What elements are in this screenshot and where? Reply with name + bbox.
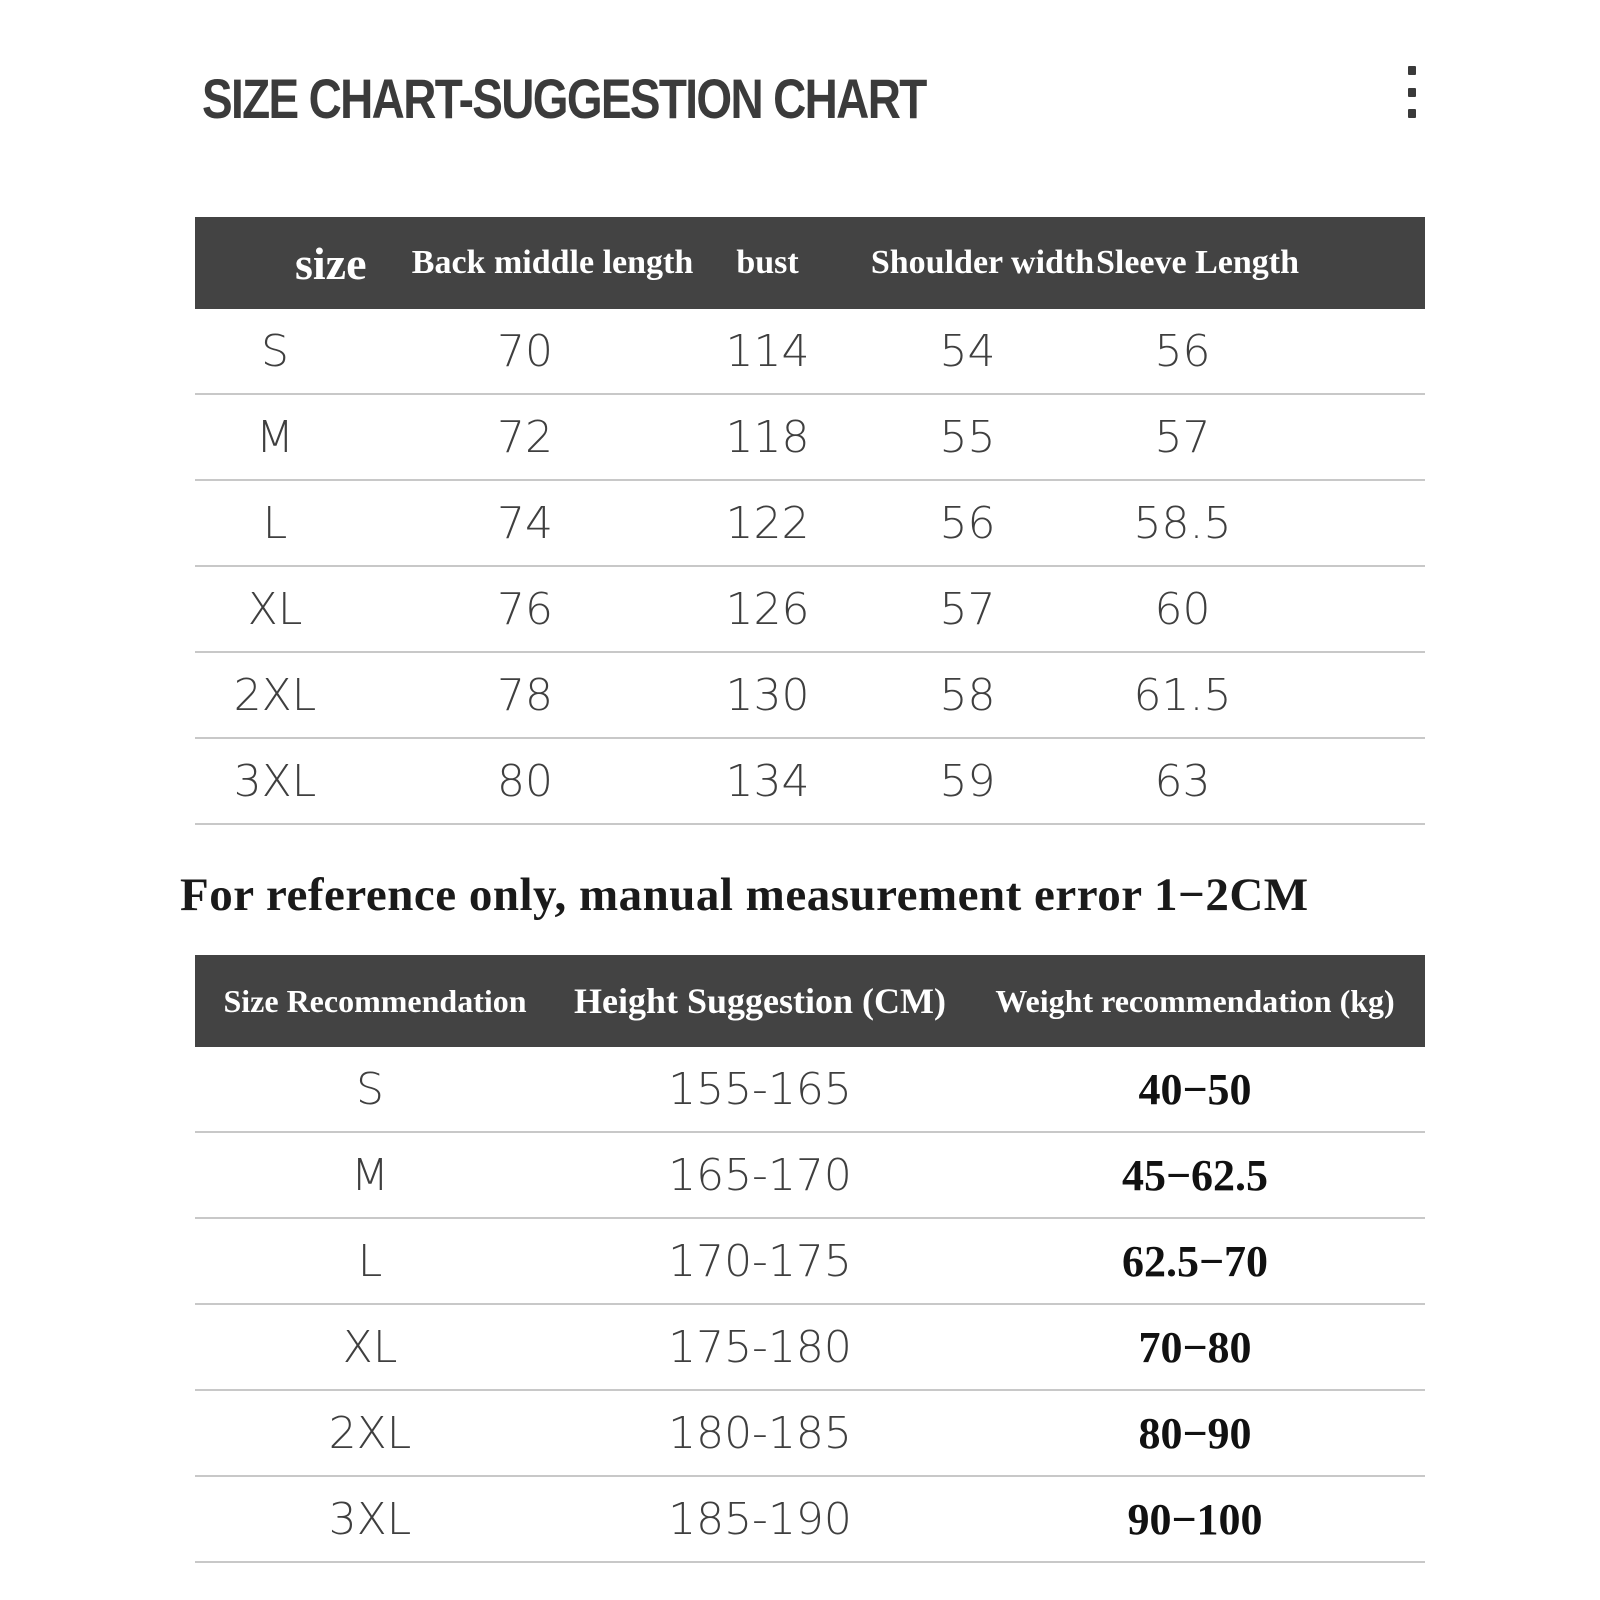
column-header-size-recommendation: Size Recommendation (223, 982, 527, 1019)
weight-recommendation-cell: 40−50 (1138, 1064, 1252, 1114)
shoulder-width-cell: 59 (939, 755, 996, 807)
recommendation-header (195, 955, 1425, 1047)
size-cell: 3XL (328, 1493, 412, 1545)
shoulder-width-cell: 55 (939, 411, 996, 463)
height-suggestion-cell: 165-170 (668, 1149, 852, 1201)
size-chart-body (195, 309, 1425, 825)
back-middle-length-cell: 80 (497, 755, 553, 807)
height-suggestion-cell: 180-185 (668, 1407, 852, 1459)
bust-cell: 114 (725, 325, 810, 377)
table-row (195, 1047, 1425, 1133)
column-header-bust: bust (736, 244, 799, 281)
height-suggestion-cell: 175-180 (668, 1321, 852, 1373)
recommendation-body (195, 1047, 1425, 1563)
column-header-size: size (295, 237, 367, 289)
size-cell: 2XL (328, 1407, 412, 1459)
size-cell: L (357, 1235, 383, 1287)
table-row (195, 1477, 1425, 1563)
back-middle-length-cell: 76 (497, 583, 553, 635)
weight-recommendation-cell: 70−80 (1138, 1322, 1252, 1372)
size-cell: M (256, 411, 294, 463)
weight-recommendation-cell: 62.5−70 (1121, 1236, 1269, 1286)
sleeve-length-cell: 61.5 (1133, 669, 1232, 721)
bust-cell: 130 (725, 669, 810, 721)
size-chart-header (195, 217, 1425, 309)
size-cell: M (351, 1149, 389, 1201)
column-header-height-suggestion: Height Suggestion (CM) (574, 981, 946, 1021)
size-cell: XL (247, 583, 303, 635)
menu-dot (1408, 66, 1416, 75)
table-row (195, 481, 1425, 567)
table-row (195, 1305, 1425, 1391)
bust-cell: 118 (725, 411, 810, 463)
sleeve-length-cell: 58.5 (1133, 497, 1232, 549)
weight-recommendation-cell: 80−90 (1138, 1408, 1252, 1458)
shoulder-width-cell: 58 (939, 669, 996, 721)
table-row (195, 653, 1425, 739)
column-header-shoulder-width: Shoulder width (870, 244, 1095, 281)
back-middle-length-cell: 74 (497, 497, 553, 549)
size-cell: S (261, 325, 289, 377)
bust-cell: 134 (725, 755, 810, 807)
column-header-back-middle-length: Back middle length (411, 244, 694, 281)
size-cell: 2XL (233, 669, 317, 721)
menu-dot (1408, 88, 1416, 97)
height-suggestion-cell: 170-175 (668, 1235, 852, 1287)
size-chart-table (195, 217, 1425, 825)
back-middle-length-cell: 72 (497, 411, 553, 463)
table-row (195, 395, 1425, 481)
size-cell: L (262, 497, 288, 549)
size-cell: 3XL (233, 755, 317, 807)
reference-note: For reference only, manual measurement error 1−2CM (180, 869, 1309, 921)
height-suggestion-cell: 185-190 (668, 1493, 852, 1545)
sleeve-length-cell: 57 (1154, 411, 1211, 463)
shoulder-width-cell: 56 (939, 497, 996, 549)
table-row (195, 1133, 1425, 1219)
height-suggestion-cell: 155-165 (668, 1063, 852, 1115)
column-header-weight-recommendation: Weight recommendation (kg) (995, 982, 1395, 1019)
table-row (195, 309, 1425, 395)
sleeve-length-cell: 63 (1154, 755, 1211, 807)
table-row (195, 1219, 1425, 1305)
size-recommendation-table (195, 955, 1425, 1563)
table-row (195, 567, 1425, 653)
back-middle-length-cell: 78 (497, 669, 553, 721)
table-row (195, 739, 1425, 825)
shoulder-width-cell: 57 (939, 583, 996, 635)
weight-recommendation-cell: 90−100 (1127, 1494, 1263, 1544)
sleeve-length-cell: 56 (1154, 325, 1211, 377)
sleeve-length-cell: 60 (1154, 583, 1211, 635)
menu-dot (1408, 109, 1416, 118)
weight-recommendation-cell: 45−62.5 (1121, 1150, 1269, 1200)
size-cell: XL (342, 1321, 398, 1373)
back-middle-length-cell: 70 (497, 325, 553, 377)
size-cell: S (356, 1063, 384, 1115)
column-header-sleeve-length: Sleeve Length (1095, 244, 1300, 281)
table-row (195, 1391, 1425, 1477)
bust-cell: 122 (725, 497, 810, 549)
bust-cell: 126 (725, 583, 810, 635)
more-vertical-icon[interactable] (1398, 66, 1426, 118)
shoulder-width-cell: 54 (939, 325, 996, 377)
page-title: SIZE CHART-SUGGESTION CHART (202, 67, 926, 130)
